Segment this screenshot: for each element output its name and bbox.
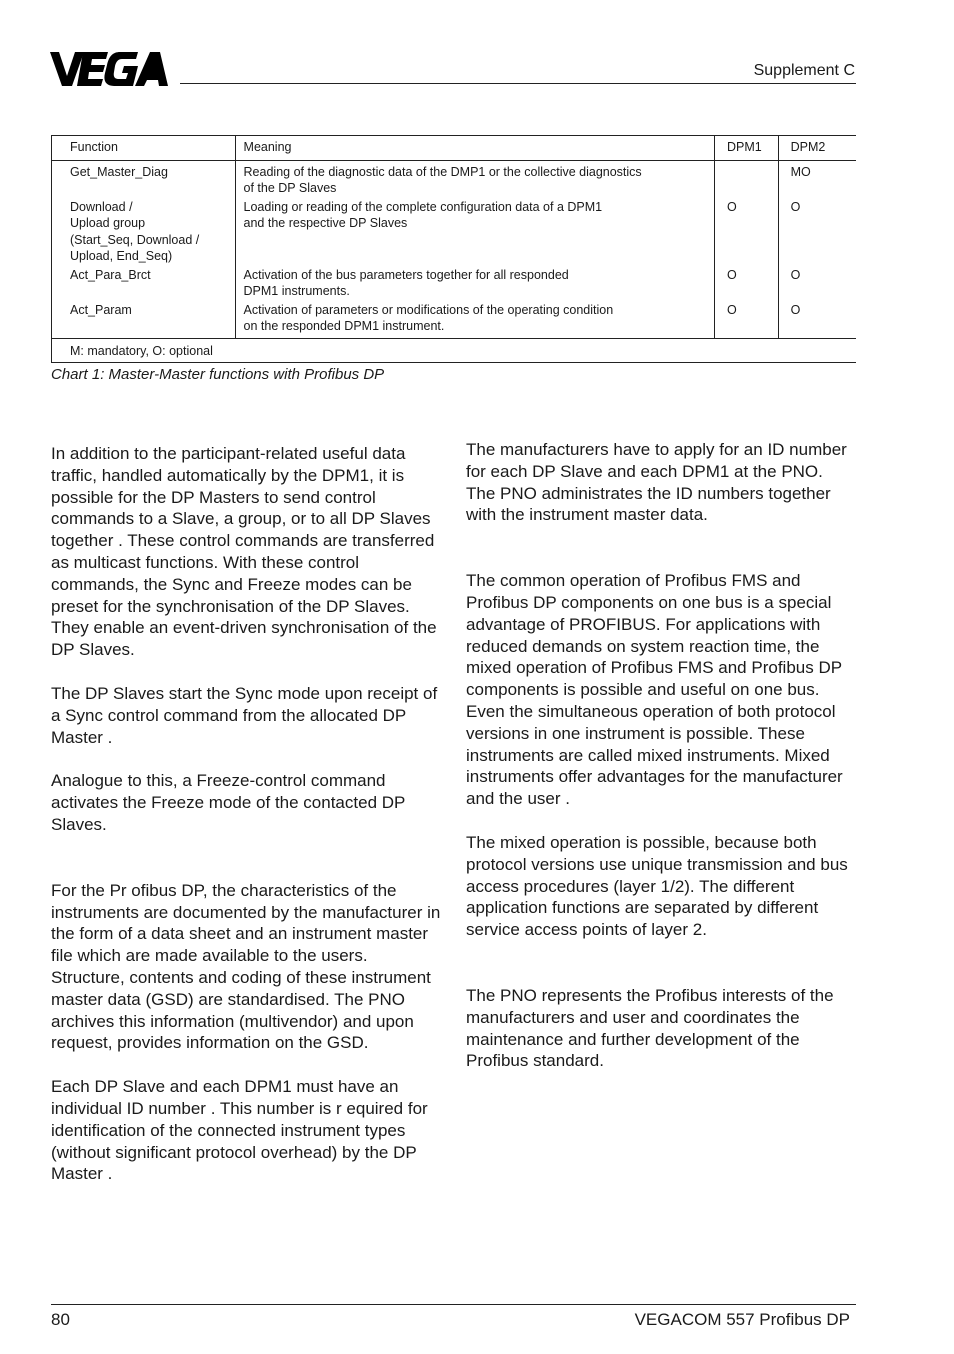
column-header-function: Function (52, 136, 236, 161)
table-row (52, 160, 857, 199)
column-header-dpm1: DPM1 (715, 136, 779, 161)
dpm2-cell: O (778, 267, 856, 302)
function-line: Act_Param (70, 302, 132, 317)
dpm2-cell: O (778, 302, 856, 339)
header-rule (180, 83, 856, 84)
meaning-cell (235, 302, 714, 339)
paragraph: The PNO represents the Profibus interests of the manufacturers and user and coordinates the maintenance and further development of the Profibus standard. (466, 985, 834, 1071)
function-cell (52, 302, 236, 339)
table-caption: Chart 1: Master-Master functions with Profibus DP (51, 366, 385, 383)
function-line: Get_Master_Diag (70, 164, 168, 179)
left-text-column (51, 443, 441, 1207)
page-number: 80 (51, 1310, 70, 1329)
meaning-cell (235, 199, 714, 267)
dpm1-cell: O (715, 267, 779, 302)
paragraph: Each DP Slave and each DPM1 must have an individual ID number . This number is r equired for identification of the connected instrument types (without significant protocol overhead) by the DP Master . (51, 1077, 428, 1184)
dpm1-cell: O (715, 302, 779, 339)
meaning-line: Loading or reading of the complete configuration data of a DPM1 (243, 199, 603, 214)
right-text-column (466, 439, 856, 1094)
meaning-line: Reading of the diagnostic data of the DMP1 or the collective diagnostics (243, 164, 642, 179)
paragraph: Analogue to this, a Freeze-control command activates the Freeze mode of the contacted DP Slaves. (51, 771, 406, 834)
vega-logo (50, 52, 170, 86)
meaning-line: Activation of the bus parameters together for all responded (243, 267, 569, 282)
meaning-line: of the DP Slaves (243, 181, 337, 195)
function-line: Upload, End_Seq) (70, 249, 173, 263)
document-title: VEGACOM 557 Profibus DP (634, 1310, 850, 1329)
function-cell (52, 199, 236, 267)
paragraph: In addition to the participant-related useful data traffic, handled automatically by the DPM1, it is possible for the DP Masters to send control commands to a Slave, a group, or to all DP Slaves together . These control commands are transferred as multicast functions. With these control commands, the Sync and Freeze modes can be preset for the synchronisation of the DP Slaves. They enable an event-driven synchronisation of the DP Slaves. (51, 444, 437, 660)
function-cell (52, 160, 236, 199)
column-header-meaning: Meaning (235, 136, 714, 161)
meaning-line: DPM1 instruments. (243, 284, 350, 298)
function-line: Download / (70, 199, 133, 214)
table-row (52, 267, 857, 302)
table-row (52, 199, 857, 267)
column-header-dpm2: DPM2 (778, 136, 856, 161)
master-functions-table (51, 135, 856, 363)
dpm2-cell: MO (778, 160, 856, 199)
function-cell (52, 267, 236, 302)
footer-rule (51, 1304, 856, 1305)
meaning-line: on the responded DPM1 instrument. (243, 319, 445, 333)
meaning-cell (235, 267, 714, 302)
paragraph: The common operation of Profibus FMS and Profibus DP components on one bus is a special advantage of PROFIBUS. For applications with reduced demands on system reaction time, the mixed operation of Profibus FMS and Profibus DP components is possible and useful on one bus. Even the simultaneous operation of both protocol versions in one instrument is possible. These instruments are called mixed instruments. Mixed instruments offer advantages for the manufacturer and the user . (466, 571, 843, 809)
dpm2-cell: O (778, 199, 856, 267)
function-line: (Start_Seq, Download / (70, 232, 200, 247)
meaning-line: Activation of parameters or modifications of the operating condition (243, 302, 614, 317)
paragraph: For the Pr ofibus DP, the characteristics of the instruments are documented by the manufacturer in the form of a data sheet and an instrument master file which are made available to the users. Structure, contents and coding of these instrument master data (GSD) are standardised. The PNO archives this information (multivendor) and upon request, provides information on the GSD. (51, 880, 441, 1053)
section-label: Supplement C (753, 62, 855, 79)
function-line: Act_Para_Brct (70, 267, 151, 282)
paragraph: The manufacturers have to apply for an ID number for each DP Slave and each DPM1 at the PNO. The PNO administrates the ID numbers together with the instrument master data. (466, 440, 847, 525)
dpm1-cell: O (715, 199, 779, 267)
table-footnote: M: mandatory, O: optional (52, 338, 857, 363)
meaning-cell (235, 160, 714, 199)
dpm1-cell (715, 160, 779, 199)
function-line: Upload group (70, 216, 146, 230)
meaning-line: and the respective DP Slaves (243, 216, 408, 230)
table-header-row (52, 136, 857, 161)
table-footnote-row (52, 338, 857, 363)
paragraph: The DP Slaves start the Sync mode upon receipt of a Sync control command from the allocated DP Master . (51, 683, 438, 747)
table-row (52, 302, 857, 339)
paragraph: The mixed operation is possible, because both protocol versions use unique transmission and bus access procedures (layer 1/2). The different application functions are separated by different service access points of layer 2. (466, 832, 848, 940)
